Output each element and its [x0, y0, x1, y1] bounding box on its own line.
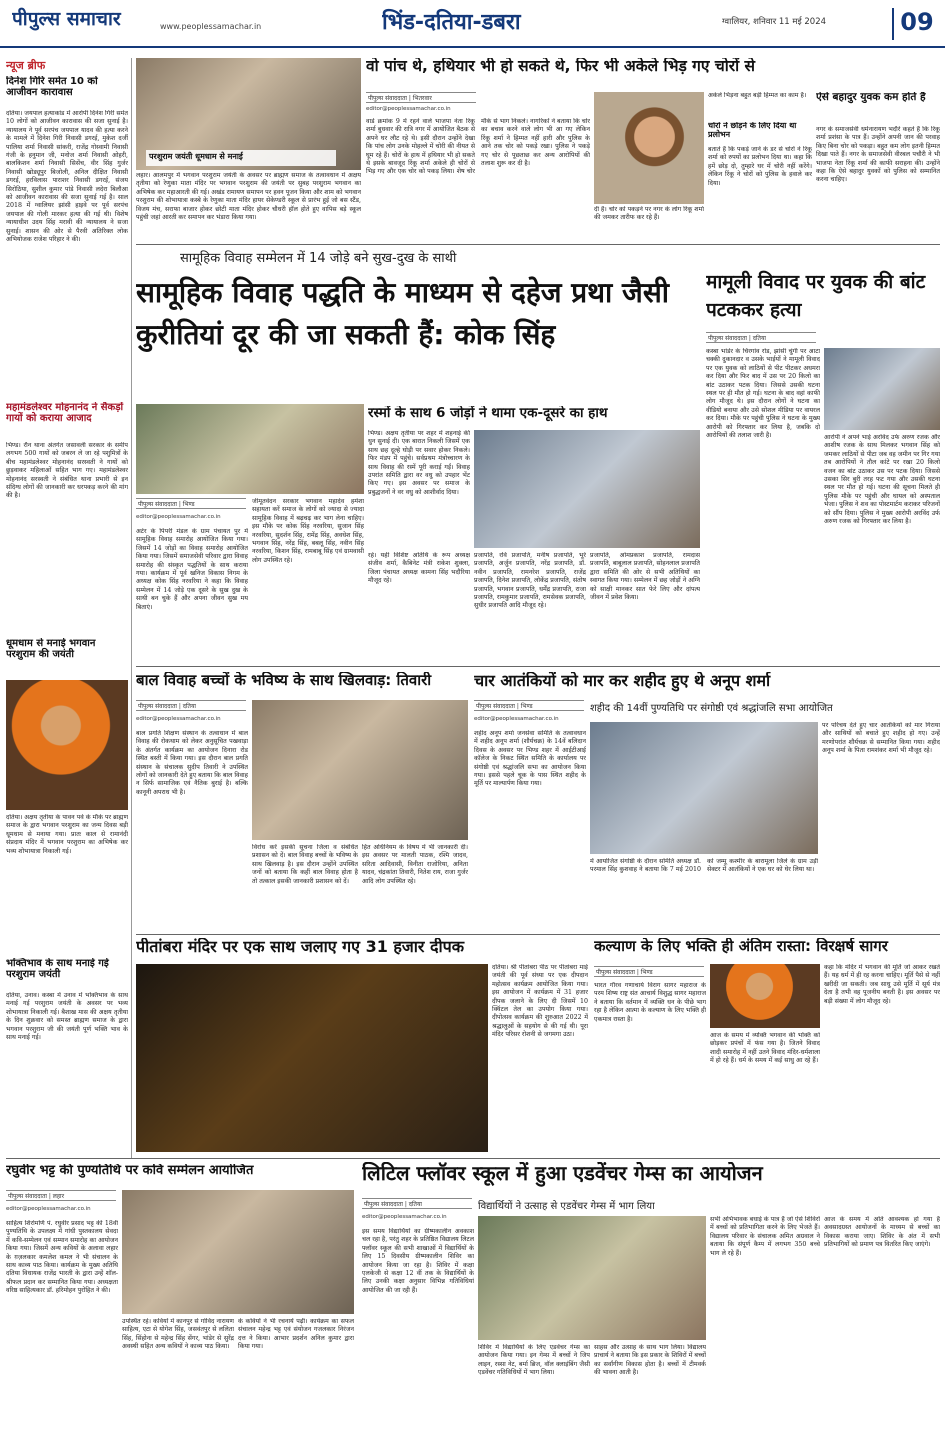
anup-col1: शहीद अनूप शर्मा जनसेवा समिति के तत्वावधान में शहीद अनूप शर्मा (शौर्यचक्र) के 14वें बलिदान दिवस के अवसर पर भिण्ड शहर में आईटीआई कॉलेज के निकट स्थित समिति के कार्यालय पर संगोष्ठी एवं श्रद्धांजलि सभा का आयोजन किया गया। इससे पहले चूक के पास स्थित शहीद के मूर्ति पर माल्यार्पण किया गया। — [474, 730, 586, 788]
kok-byline: पीपुल्स संवाददाता | भिण्ड — [136, 498, 246, 509]
murder-col1: कस्बा भांडेर के चिरगांव रोड, झांसी चुंगी पर आटा चक्की दुकानदार व उसके भाईयों ने मामूली विवाद पर एक युवक को लाठियों से पीट पीटकर अधमरा कर दिया और फिर बाद में उस पर 20 किलो का बांट उठाकर पटक दिया। जिससे उसकी घटना स्थल पर ही मौत हो गई। घटना के बाद वहां काफी लोग मौजूद थे। इस दौरान लोगों ने घटना का वीडियो बनाया और उसे सोशल मीडिया पर वायरल कर दिया। मौके पर पहुंची पुलिस ने घटना के मुख्य आरोपी को गिरफ्तार कर लिया है, जबकि दो आरोपियों की तलाश जारी है। — [706, 348, 820, 440]
little-col3: साहस और उत्साह के साथ भाग लिया। विद्यालय प्राचार्य ने बताया कि इस प्रकार के शिविरों में बच्चों का सर्वांगीण विकास होता है। बच्चों में टीमवर्क की भावना आती है। — [594, 1344, 706, 1377]
brief-headline-1: दिनेश गिरि समेत 10 को आजीवन कारावास — [6, 76, 98, 99]
parshuram-procession-photo — [136, 58, 361, 170]
thieves-body: वार्ड क्रमांक 9 में रहने वाले भाजपा नेता रिंकू शर्मा बुधवार की रात्रि नगर में आयोजित बैठक से अपने घर लौट रहे थे। इसी दौरान उन्होंने देखा कि पांच लोग उनके मोहल्ले में चोरी की नीयत से घूम रहे हैं। चोरों के हाथ में हथियार भी हो सकते थे इसके बावजूद रिंकू शर्मा अकेले ही चोरों से भिड़ गए और एक चोर को पकड़ लिया। शेष चोर मौके से भाग निकले। नागरिकों ने बताया कि चोर का बचाव करने वाले लोग भी आ गए लेकिन रिंकू शर्मा ने हिम्मत नहीं हारी और पुलिस के आने तक चोर को पकड़े रखा। पुलिस ने पकड़े गए चोर से पूछताछ कर अन्य आरोपियों की तलाश शुरू कर दी है। — [366, 118, 590, 176]
child-col3: हित अधिनियम के विषय में भी जानकारी दी। इस अवसर पर मालती पाठक, रश्मि जादव, सरिता आदिवासी, विनीता राजोरिया, अनिता यादव, चंद्रकांता तिवारी, नितेश राय, राजा गुर्जर आदि लोग उपस्थित रहे। — [362, 844, 468, 885]
six-couples-col4: प्रजापति, रवि प्रजापति, मनीष प्रजापति, भूरे प्रजापति, अर्जुन प्रजापति, नरेंद्र प्रजापति, डॉ. नवीन प्रजापति, रामनरेश प्रजापति, राजेंद्र प्रजापति, दिनेश प्रजापति, लोकेंद्र प्रजापति, संतोष प्रजापति, भगवान प्रजापति, धर्मेंद्र प्रजापति, राजा प्रजापति, रामकुमार प्रजापति, रामसेवक प्रजापति, सुधीर प्रजापति आदि मौजूद रहे। — [474, 552, 586, 610]
brief-body-3: दतिया। अक्षय तृतीया के पावन पर्व के मौके पर ब्राह्मण समाज के द्वारा भगवान परशुराम का जन्म दिवस बड़ी धूमधाम से मनाया गया। प्रातः काल से रामानंदी संप्रदाय मंदिर में भगवान परशुराम का अभिषेक कर भव्य शोभायात्रा निकाली गई। — [6, 814, 128, 855]
little-col5: आज के समय में अति आवश्यक हो गया है अवसादग्रस्त आयोजनों के माध्यम से बच्चों का विकास कराया जाए। शिविर के अंत में सभी प्रतिभागियों को प्रमाण पत्र वितरित किए जाएंगे। — [824, 1216, 940, 1249]
brand-logo[interactable]: पीपुल्स समाचार — [12, 8, 121, 30]
parshuram-body: लहार। आलमपुर में भगवान परशुराम जयंती के अवसर पर ब्राह्मण समाज के तत्वावधान में अक्षय तृतीया को रेणुका माता मंदिर पर भगवान परशुराम की जयंती पर सुबह परशुराम भगवान का अभिषेक कर महाआरती की गई। अखंड रामायण समापन पर हवन पूजन किया और शाम को भगवान परशुराम की शोभायात्रा कस्बे के रेणुका माता मंदिर हायर सेकेण्डरी स्कूल से प्रारंभ हुई जो बस स्टैंड, विजय मंच, सराफा बाजार होकर छोटी माता मंदिर होकर चौधरी हॉल होते हुए वापिस बड़े स्कूल पहुंची जहां आरती कर समापन कर भंडारा किया गया। — [136, 172, 361, 222]
child-email[interactable]: editor@peoplessamachar.co.in — [136, 716, 221, 722]
little-flower-headline: लिटिल फ्लॉवर स्कूल में हुआ एडवेंचर गेम्स का आयोजन — [362, 1162, 763, 1185]
anup-col2: में आयोजित संगोष्ठी के दौरान समिति अध्यक्ष डॉ. परमाल सिंह कुशवाह ने बताया कि 7 मई 2010 को जम्मू कश्मीर के बारामूला जिले के ग्राम उड़ी सेक्टर में आतंकियों ने एक घर को घेर लिया था। — [590, 858, 818, 874]
thieves-col4: अकेले भिड़ना बहुत बड़ी हिम्मत का काम है। — [708, 92, 807, 99]
sagar-photo — [710, 964, 820, 1028]
masthead-rule — [0, 46, 945, 48]
kok-email[interactable]: editor@peoplessamachar.co.in — [136, 514, 221, 520]
six-couples-photo — [474, 430, 700, 548]
six-couples-col3: भिण्ड। अक्षय तृतीया पर शहर में शहनाई की धुन सुनाई दी। एक बारात निकली जिसमें एक साथ छह दूल्हे घोड़ी पर सवार होकर निकले। फिर मंडप में पहुंचे। सर्वप्रथम मंत्रोच्चारण के साथ विवाह की रस्में पूरी कराई गईं। विवाह उपरांत समिति द्वारा वर वधु को उपहार भेंट किए गए। इस अवसर पर समाज के प्रबुद्धजनों ने वर वधु को आशीर्वाद दिया। — [368, 430, 470, 496]
raghuveer-headline: रघुवीर भट्ट की पुण्यतिथि पर कवि सम्मेलन आयोजित — [6, 1164, 254, 1178]
kok-wedding-photo — [136, 404, 364, 494]
thieves-photo-caption: दी है। चोर को पकड़ने पर नगर के लोग रिंकू शर्मा की जमकर तारीफ कर रहे हैं। — [594, 206, 704, 222]
child-col1: बाल प्रगति शिक्षण संस्थान के तत्वाधान में बाल विवाह की रोकथाम को लेकर अनुसूचित पखवाड़ा के अंतर्गत कार्यक्रम का आयोजन दिनारा रोड स्थित बस्ती में किया गया। इस दौरान बाल प्रगति संस्थान के संचालक सुदीप तिवारी ने उपस्थित लोगों को जानकारी देते हुए बताया कि बाल विवाह न सिर्फ सामाजिक एवं नैतिक बुराई है। बल्कि कानूनी अपराध भी है। — [136, 730, 248, 796]
adventure-games-photo — [478, 1216, 706, 1340]
brave-youth-headline: ऐसे बहादुर युवक कम होते हैं — [816, 92, 926, 103]
date-line: ग्वालियर, शनिवार 11 मई 2024 — [722, 17, 827, 27]
brave-youth-body: नगर के समाजसेवी धर्मनारायण भदौरे कहते हैं कि रिंकू शर्मा प्रशंसा के पात्र हैं। उन्होंने अपनी जान की परवाह किए बिना चोर को पकड़ा। बहुत कम लोग इतनी हिम्मत दिखा पाते हैं। नगर के समाजसेवी वीरबल पचौरी ने भी भाजपा नेता रिंकू शर्मा की काफी सराहना की। उन्होंने कहा कि ऐसे बहादुर युवकों को पुलिस को सम्मानित करना चाहिए। — [816, 126, 940, 184]
raghuveer-col2: उपस्थित रहे। कवियों में कानपुर से गोविंद नारायण साहित्य, एटा से योगेश सिंह, जसवंतपुर से ललिता सिंह, सिंहोना से महेन्द्र सिंह सेंगर, भांडेर से सुरेंद्र अवस्थी सहित अन्य कवियों ने काव्य पाठ किया। — [122, 1318, 234, 1351]
little-col2: शिविर में विद्यार्थियों के लिए एडवेंचर गेम्स का आयोजन किया गया। इन गेम्स में बच्चों ने जिप लाइन, रस्सा नेट, बर्मा ब्रिज, वॉल क्लाइंबिंग जैसी एडवेंचर गतिविधियों में भाग लिया। — [478, 1344, 590, 1377]
brief-divider — [131, 58, 132, 1158]
anup-byline: पीपुल्स संवाददाता | भिण्ड — [474, 700, 584, 711]
page-number: 09 — [892, 8, 940, 40]
kok-headline: सामूहिक विवाह पद्धति के माध्यम से दहेज प्रथा जैसी कुरीतियां दूर की जा सकती हैं: कोक सिंह — [136, 276, 670, 351]
row1-rule — [136, 244, 940, 245]
row4-rule — [6, 1158, 940, 1159]
raghuveer-col3: के कवियों ने भी रचनायें पढ़ी। कार्यक्रम का सफल संचालन महेन्द्र भट्ट एवं संयोजन गजलकार निरंजन दत्त ने किया। आभार प्रदर्शन अनिल कुमार द्वारा किया गया। — [238, 1318, 354, 1351]
row3-rule — [136, 934, 940, 935]
kok-col2: जीमूतवेदन सरकार भगवान महादेव हमेशा सहायता करें समाज के लोगों को ज्यादा से ज्यादा सामूहिक विवाह में बढ़चढ़ कर भाग लेना चाहिए। इस मौके पर कोक सिंह नरवरिया, सुजान सिंह नरवरिया, सुदर्शन सिंह, रामेंद्र सिंह, अवधेश सिंह, भगवान सिंह, नरेंद्र सिंह, बबलू सिंह, नवीन सिंह नरवरिया, किशन सिंह, रामबाबू सिंह एवं ग्रामवासी लोग उपस्थित रहे। — [252, 498, 364, 564]
anup-col3: पर परिचय देते हुए चार आतंकियों को मार गिराया और साथियों को बचाते हुए शहीद हो गए। उन्हें मरणोपरांत शौर्यचक्र से सम्मानित किया गया। शहीद अनूप शर्मा के पिता रामशंकर शर्मा भी मौजूद रहे। — [822, 722, 940, 755]
sagar-col3: कहा कि मंदिर में भगवान की मूर्ति जो आकर रखते हैं। यह धर्म में ही रह करना चाहिए। मूर्ति पैसे से नहीं खरीदी जा सकती। जब साधु उसे मूर्ति में सूर्य मंत्र देता है तभी वह पूजनीय बनती है। इस अवसर पर बड़ी संख्या में लोग मौजूद रहे। — [824, 964, 940, 1005]
saint-photo — [6, 680, 128, 810]
six-couples-col5: प्रजापति, ओमप्रकाश प्रजापति, रामदास प्रजापति, बाबूलाल प्रजापति, सोहनलाल प्रजापति द्वारा समिति की ओर से सभी अतिथियों का स्वागत किया गया। सम्मेलन में छह जोड़ों ने अग्नि को साक्षी मानकर सात फेरे लिए और दांपत्य जीवन में प्रवेश किया। — [590, 552, 700, 602]
thieves-body4: बताते हैं कि पकड़े जाने के डर से चोरों ने रिंकू शर्मा को रुपयों का प्रलोभन दिया था। कहा कि हमें छोड़ दो, तुम्हारे घर में चोरी नहीं करेंगे। लेकिन रिंकू ने चोरों को पुलिस के हवाले कर दिया। — [708, 146, 812, 187]
brief-body-4: दतिया, उनाव। कस्बा में उनाव में भक्तिभाव के साथ मनाई गई परशुराम जयंती के अवसर पर भव्य शोभायात्रा निकाली गई। बैशाख मास की अक्षय तृतीया के दिन शुक्रवार को समस्त ब्राह्मण समाज के द्वारा भगवान परशुराम जी की जयंती पूर्ण भक्ति भाव के साथ मनाई गई। — [6, 992, 128, 1042]
little-byline: पीपुल्स संवाददाता | दतिया — [362, 1198, 472, 1209]
brief-body-1: दतिया। जयपाल हत्याकांड में आरोपी दिनेश गिरी समेत 10 लोगों को आजीवन कारावास की सजा सुनाई है। न्यायालय ने पूर्व सरपंच जयपाल यादव की हत्या करने के मामले में दिनेश गिरी निवासी डगरई, मुकेश दर्जी पालिया शर्मा निवासी सांकरी, राजेंद्र गोस्वामी निवासी गंजी के हनुमान जी, मनोज शर्मा निवासी ओहरी, बालकिशन शर्मा निवासी सिसेंच, वीर सिंह गुर्जर निवासी खोड्यूपुर बिजोली, अनिल दीक्षित निवासी डगरई, हरविलास पाराशर निवासी डगरई, संजय सिरोठिया, सुशील कुमार पांडे निवासी लदेरा बिलौआ को आजीवन कारावास की सजा सुनाई गई है। साल 2018 में ग्वालियर झांसी हाइवे पर पूर्व सरपंच जयपाल की गोली मारकर हत्या की गई थी। विशेष न्यायाधीश उदय सिंह मरावी की न्यायालय ने सजा सुनाई। शासन की ओर से पैरवी अतिरिक्त लोक अभियोजक राजेश परिहार ने की। — [6, 110, 128, 244]
raghuveer-byline: पीपुल्स संवाददाता | लहार — [6, 1190, 116, 1201]
sagar-headline: कल्याण के लिए भक्ति ही अंतिम रास्ता: विरक्षर्ष सागर — [594, 938, 888, 955]
anup-kicker: शहीद की 14वीं पुण्यतिथि पर संगोष्ठी एवं श्रद्धांजलि सभा आयोजित — [590, 703, 833, 714]
six-couples-col3b: रहे। यहीं विशिष्ट अतिथि के रूप अध्यक्ष संजीव शर्मा, कैबिनेट मंत्री राकेश शुक्ला, जिला पंचायत अध्यक्ष कामना सिंह भदौरिया मौजूद रहे। — [368, 552, 470, 585]
pitambara-headline: पीतांबरा मंदिर पर एक साथ जलाए गए 31 हजार दीपक — [136, 938, 465, 956]
sagar-col1: भारत गौरव गणाचार्य विराग सागर महाराज के परम शिष्य राष्ट्र संत आचार्य विशुद्ध सागर महाराज ने बताया कि वर्तमान में व्यक्ति धन के पीछे भाग रहा है लेकिन आत्मा के कल्याण के लिए भक्ति ही एकमात्र रास्ता है। — [594, 982, 706, 1023]
brief-label: न्यूज ब्रीफ — [6, 59, 46, 72]
kavi-sammelan-photo — [122, 1190, 354, 1314]
anup-headline: चार आतंकियों को मार कर शहीद हुए थे अनूप शर्मा — [474, 672, 771, 690]
masthead — [0, 0, 945, 48]
kok-kicker: सामूहिक विवाह सम्मेलन में 14 जोड़े बने सुख-दुख के साथी — [180, 251, 457, 266]
edition-title: भिंड-दतिया-डबरा — [382, 10, 521, 35]
little-kicker: विद्यार्थियों ने उत्साह से एडवेंचर गेम्स में भाग लिया — [478, 1201, 655, 1212]
thieves-byline: पीपुल्स संवाददाता | भितरवार — [366, 92, 476, 103]
site-url[interactable]: www.peoplessamachar.in — [160, 22, 262, 31]
brief-body-2: भिण्ड। रौन थाना अंतर्गत जसावली सरकार के समीप लगभग 500 गायों को जबरन ले जा रहे पशुमित्रों के बीच महामंडलेश्वर मोहनानंद सरस्वती ने गायों को छुड़वाकर महिलाओं सहित भाग गए। महामंडलेश्वर मोहनानंद सरस्वती ने संबंधित थाना प्रभारी से इन संदिग्ध लोगों की जानकारी कर धरपकड़ करने की मांग की है। — [6, 442, 128, 500]
little-col4: सभी अभिभावक बधाई के पात्र हैं जो ऐसे शिविरों में बच्चों को प्रतिभागिता करने के लिए भेजते हैं। विद्यालय परिवार के संचालक अमित अग्रवाल ने बताया कि संपूर्ण कैम्प में लगभग 350 बच्चे भाग ले रहे हैं। — [710, 1216, 820, 1257]
child-byline: पीपुल्स संवाददाता | दतिया — [136, 700, 246, 711]
child-marriage-photo — [252, 700, 468, 840]
parshuram-caption: परशुराम जयंती धूमधाम से मनाई — [146, 150, 336, 166]
child-col2: विरोध करें इसकी सूचना जिला व संबंधित प्रशासन को दें। बाल विवाह बच्चों के भविष्य के साथ खिलवाड़ है। इस दौरान उन्होंने उपस्थित जनों को बताया कि कहीं बाल विवाह होता है तो तत्काल इसकी जानकारी प्रशासन को दें। — [252, 844, 358, 885]
sagar-byline: पीपुल्स संवाददाता | भिण्ड — [594, 966, 704, 977]
sagar-col2: आज के समय में व्यक्ति भगवान की भक्ति को छोड़कर प्रपंचों में फंस गया है। जितने विवाद शादी समारोह में नहीं उतने विवाद मंदिर-धर्मशाला में हो रहे हैं। धर्म के समय में कई साधु आ रहे हैं। — [710, 1032, 820, 1065]
thieves-subhead: चोरों ने छोड़ने के लिए दिया था प्रलोभन — [708, 122, 797, 139]
thieves-headline: वो पांच थे, हथियार भी हो सकते थे, फिर भी अकेले भिड़ गए चोरों से — [366, 58, 755, 75]
rinku-sharma-photo — [594, 92, 704, 204]
six-couples-headline: रस्मों के साथ 6 जोड़ों ने थामा एक-दूसरे का हाथ — [368, 406, 608, 421]
brief-headline-2: महामंडलेश्वर मोहनानंद ने सैकड़ों गायों को कराया आजाद — [6, 402, 124, 425]
murder-col2: आरोपी ने अपने भाई अरविंद उर्फ अरुण रजक और आशीष रजक के साथ मिलकर भगवान सिंह को जमकर लाठियों से पीटा जब वह जमीन पर गिर गया तब आरोपियों ने तौल कांटे पर रखा 20 किलो वजन का बांट उठाकर उस पर पटक दिया। जिससे उसका सिर बुरी तरह फट गया और उसकी घटना स्थल पर मौत हो गई। घटना की सूचना मिलते ही पुलिस मौके पर पहुंची और घायल को अस्पताल भेजा। पुलिस ने शव का पोस्टमार्टम कराकर परिजनों को सौंप दिया। पुलिस ने मुख्य आरोपी अरविंद उर्फ अरुण रजक को गिरफ्तार कर लिया है। — [824, 434, 940, 526]
little-col1: इस समय विद्यार्थियों का ग्रीष्मकालीन अवकाश चल रहा है, परंतु शहर के प्रतिष्ठित विद्यालय लिटल फ्लॉवर स्कूल की सभी शाखाओं में विद्यार्थियों के लिए 15 दिवसीय ग्रीष्मकालीन शिविर का आयोजन किया जा रहा है। शिविर में कक्षा एलकेजी से कक्षा 12 वीं तक के विद्यार्थियों के लिए उनकी कक्षा अनुसार विभिन्न गतिविधियां आयोजित की जा रही हैं। — [362, 1228, 474, 1294]
pitambara-body: दतिया। श्री पीतांबरा पीठ पर पीतांबरा माई जयंती की पूर्व संध्या पर एक दीपदान महोत्सव कार्यक्रम आयोजित किया गया। इस आयोजन में कार्यक्रम में 31 हजार दीपक जलाने के लिए दी जिसमें 10 क्विंटल तेल का उपयोग किया गया। दीपोत्सव कार्यक्रम की शुरुआत 2022 में श्रद्धालुओं के सहयोग से की गई थी। पूरा मंदिर परिसर रोशनी से जगमगा उठा। — [492, 964, 588, 1039]
raghuveer-col1: साहित्य शिरोमणि पं. रघुवीर प्रसाद भट्ट की 18वीं पुण्यतिथि के उपलक्ष्य में गांधी पुस्तकालय सेवदा में कवि-सम्मेलन एवं सम्मान समारोह का आयोजन किया गया। जिसमें अन्य कवियों के अलावा लहार के ग़ज़लकार कमलेश कमल ने भी संचालन के साथ काव्य पाठ किया। कार्यक्रम के मुख्य अतिथि दतिया विधायक राजेंद्र भारती के द्वारा उन्हें शॉल-श्रीफल प्रदान कर सम्मानित किया गया। अध्यक्षता वरिष्ठ साहित्यकार डॉ. हरिमोहन पुरोहित ने की। — [6, 1220, 118, 1295]
murder-byline: पीपुल्स संवाददाता | दतिया — [706, 332, 816, 343]
murder-scene-photo — [824, 348, 940, 430]
murder-headline: मामूली विवाद पर युवक की बांट पटककर हत्या — [706, 271, 926, 321]
row2-rule — [136, 666, 940, 667]
raghuveer-email[interactable]: editor@peoplessamachar.co.in — [6, 1206, 91, 1212]
kok-col1: अटेर के पिपरी मंडल के ग्राम पंचायत पुर में सामूहिक विवाह समारोह आयोजित किया गया। जिसमें 14 जोड़ों का विवाह समारोह आयोजित किया गया। जिसमें समाजसेवी परिवार द्वारा विवाह समारोह की संस्कृत पद्धतियों के साथ कराया गया। कार्यक्रम में पूर्व खनिज विकास निगम के अध्यक्ष कोक सिंह नरवरिया ने कहा कि विवाह सम्मेलन में 14 जोड़े एक दूसरे के सुख दुख के साथी बन चुके हैं और अपना जीवन सुख मय बिताएं। — [136, 528, 248, 611]
little-email[interactable]: editor@peoplessamachar.co.in — [362, 1214, 447, 1220]
anup-email[interactable]: editor@peoplessamachar.co.in — [474, 716, 559, 722]
thieves-email[interactable]: editor@peoplessamachar.co.in — [366, 106, 451, 112]
child-marriage-headline: बाल विवाह बच्चों के भविष्य के साथ खिलवाड़: तिवारी — [136, 672, 432, 689]
diya-festival-photo — [136, 964, 488, 1152]
brief-headline-3: धूमधाम से मनाई भगवान परशुराम की जयंती — [6, 638, 96, 661]
anup-tribute-photo — [590, 722, 818, 854]
brief-headline-4: भक्तिभाव के साथ मनाई गई परशुराम जयंती — [6, 958, 109, 981]
